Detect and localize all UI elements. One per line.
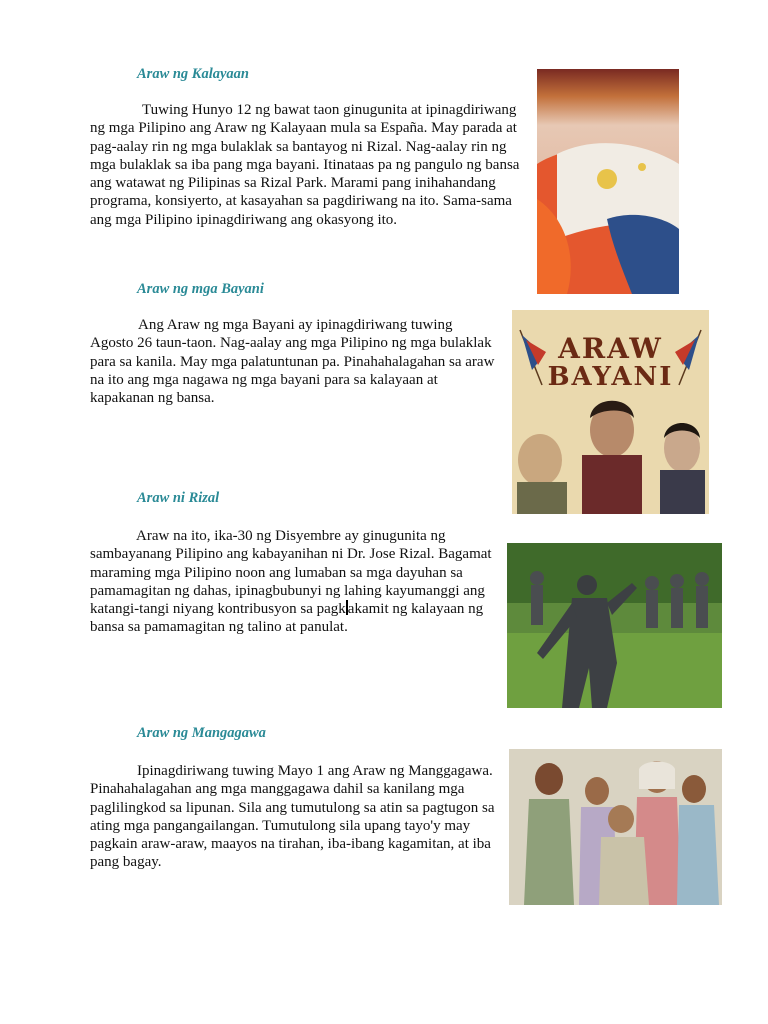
text-line: katangi-tangi niyang kontribusyon sa pagk xyxy=(90,601,346,618)
text-line: Araw na ito, ika-30 ng Disyembre ay ginugunita ng xyxy=(136,528,446,544)
heading-araw-ni-rizal: Araw ni Rizal xyxy=(137,490,220,506)
heading-araw-ng-kalayaan: Araw ng Kalayaan xyxy=(137,66,249,82)
araw-bayani-poster xyxy=(512,310,709,514)
text-line: programa, konsiyerto, at kasayahan sa pagdiriwang na ito. Sama-sama xyxy=(90,193,512,210)
text-line: paglilingkod sa lipunan. Sila ang tumutulong sa atin sa pagtugon sa xyxy=(90,799,495,816)
poster-title-line2: BAYANI xyxy=(547,362,674,392)
text-line: akamit ng kalayaan ng xyxy=(347,601,484,618)
paragraph-mangagawa xyxy=(90,762,495,872)
rizal-statue-photo xyxy=(507,543,722,708)
text-line: Agosto 26 taun-taon. Nag-aalay ang mga Pilipino ng mga bulaklak xyxy=(90,335,492,352)
text-line: Pinahahalagahan ang mga manggagawa dahil sa kanilang mga xyxy=(90,781,465,798)
text-line: pag-aalay rin ng mga bulaklak sa bantayog ni Rizal. Nag-aalay rin ng xyxy=(90,138,507,155)
paragraph-kalayaan xyxy=(90,101,519,229)
text-line: ating mga pangangailangan. Tumutulong sila upang tayo'y may xyxy=(90,817,471,834)
text-line: kapakanan ng bansa. xyxy=(90,390,215,407)
text-line: mga bulaklak sa iba pang mga bayani. Itinataas pa ng pangulo ng bansa xyxy=(90,156,520,173)
heading-araw-ng-mangagawa: Araw ng Mangagawa xyxy=(137,725,266,741)
text-line: ang mga Pilipino ipinagdiriwang ang okasyong ito. xyxy=(90,211,398,228)
text-line: para sa kanila. May mga palatuntunan pa. Pinahahalagahan sa araw xyxy=(90,353,495,370)
workers-painting xyxy=(509,749,722,905)
text-line: ng mga Pilipino ang Araw ng Kalayaan mula sa España. May parada at xyxy=(90,120,517,137)
text-line: pagkain araw-araw, maayos na tirahan, iba-ibang kagamitan, at iba xyxy=(90,836,491,853)
text-line: sambayanang Pilipino ang kabayanihan ni Dr. Jose Rizal. Bagamat xyxy=(90,546,492,563)
text-line: Ipinagdiriwang tuwing Mayo 1 ang Araw ng Manggagawa. xyxy=(137,763,493,779)
paragraph-rizal xyxy=(90,527,492,637)
text-line: na ito ang mga nagawa ng mga bayani para sa kalayaan at xyxy=(90,371,438,388)
text-line: pang bagay. xyxy=(90,854,162,871)
text-line: maraming mga Pilipino noon ang lumaban sa mga dayuhan sa xyxy=(90,564,463,581)
paragraph-bayani xyxy=(90,316,494,407)
poster-title-line1: ARAW xyxy=(558,332,663,365)
flag-image xyxy=(537,69,679,294)
text-line: pamamagitan ng dahas, ipinagbubunyi ng lahing kayumanggi ang xyxy=(90,582,485,599)
text-line: Tuwing Hunyo 12 ng bawat taon ginugunita at ipinagdiriwang xyxy=(142,102,517,118)
heading-araw-ng-mga-bayani: Araw ng mga Bayani xyxy=(137,281,264,297)
text-line: ang watawat ng Pilipinas sa Rizal Park. Marami pang inihahandang xyxy=(90,175,496,192)
text-line: Ang Araw ng mga Bayani ay ipinagdiriwang tuwing xyxy=(138,317,453,333)
text-line: bansa sa pamamagitan ng talino at panulat. xyxy=(90,619,348,636)
